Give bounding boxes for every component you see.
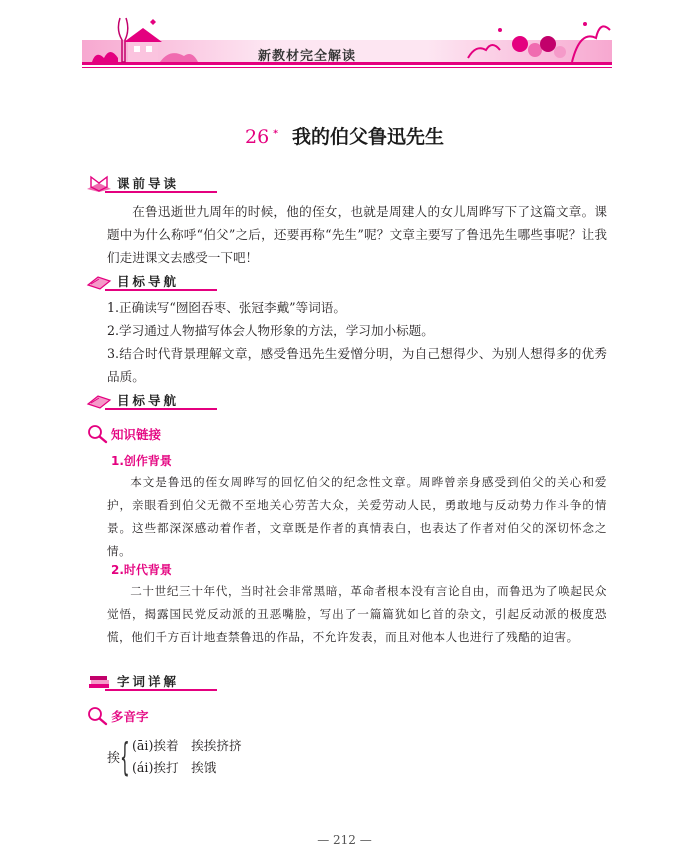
reading-words: 挨着 挨挨挤挤 (153, 738, 242, 753)
section-underline (105, 191, 217, 193)
section-underline (105, 689, 217, 691)
page-number: — 212 — (317, 833, 372, 847)
reading-pinyin: (āi) (132, 738, 154, 753)
notebook-icon (85, 271, 113, 291)
reading-pinyin: (ái) (132, 760, 154, 775)
background-title: 2.时代背景 (111, 563, 172, 577)
reading-row (132, 757, 216, 776)
section-underline (105, 289, 217, 291)
preview-paragraph: 在鲁迅逝世九周年的时候，他的侄女，也就是周建人的女儿周晔写下了这篇文章。课题中为什么称呼“伯父”之后，还要再称“先生”呢？文章主要写了鲁迅先生哪些事呢？让我们走进课文去感受一下吧！ (107, 204, 607, 265)
section-preview-heading (85, 172, 179, 194)
reading-words: 挨打 挨饿 (153, 760, 217, 775)
book-title: 新教材完全解读 (258, 49, 357, 64)
polyphone-heading (87, 706, 149, 726)
lesson-star: * (273, 128, 278, 139)
magnifier-icon (87, 706, 109, 726)
brace: { (120, 735, 130, 779)
knowledge-label: 知识链接 (111, 427, 162, 442)
book-icon (85, 173, 113, 193)
section-guide-heading (85, 389, 179, 411)
section-words-heading (85, 670, 179, 692)
header-decoration (0, 0, 689, 80)
page-header (0, 0, 689, 80)
magnifier-icon (87, 424, 109, 444)
polyphone-character: 挨 (107, 751, 121, 766)
notebook-icon (85, 390, 113, 410)
background-paragraph: 本文是鲁迅的侄女周晔写的回忆伯父的纪念性文章。周晔曾亲身感受到伯父的关心和爱护，亲眼看到伯父无微不至地关心劳苦大众，关爱劳动人民，勇敢地与反动势力作斗争的情景。这些都深深感动着作者，文章既是作者的真情表白，也表达了作者对伯父的深切怀念之情。 (107, 475, 607, 558)
lesson-number: 26 (245, 126, 270, 148)
lesson-title (0, 122, 689, 149)
goal-item: 2.学习通过人物描写体会人物形象的方法，学习加小标题。 (107, 323, 434, 338)
goal-item: 1.正确读写“囫囵吞枣、张冠李戴”等词语。 (107, 300, 346, 315)
section-goals-label: 目标导航 (117, 274, 180, 289)
polyphone-label: 多音字 (111, 709, 149, 724)
goal-item: 3.结合时代背景理解文章，感受鲁迅先生爱憎分明，为自己想得少、为别人想得多的优秀品质。 (107, 346, 607, 384)
section-guide-label: 目标导航 (117, 393, 180, 408)
knowledge-heading (87, 424, 161, 444)
lesson-name: 我的伯父鲁迅先生 (291, 126, 444, 148)
section-preview-label: 课前导读 (117, 176, 180, 191)
background-paragraph: 二十世纪三十年代，当时社会非常黑暗，革命者根本没有言论自由，而鲁迅为了唤起民众觉悟，揭露国民党反动派的丑恶嘴脸，写出了一篇篇犹如匕首的杂文，引起反动派的极度恐慌，他们千方百计地查禁鲁迅的作品，不允许发表，而且对他本人也进行了残酷的迫害。 (107, 584, 607, 644)
section-goals-heading (85, 270, 179, 292)
section-words-label: 字词详解 (117, 674, 180, 689)
reading-row (132, 735, 242, 754)
section-underline (105, 408, 217, 410)
background-title: 1.创作背景 (111, 454, 172, 468)
books-icon (85, 671, 113, 691)
